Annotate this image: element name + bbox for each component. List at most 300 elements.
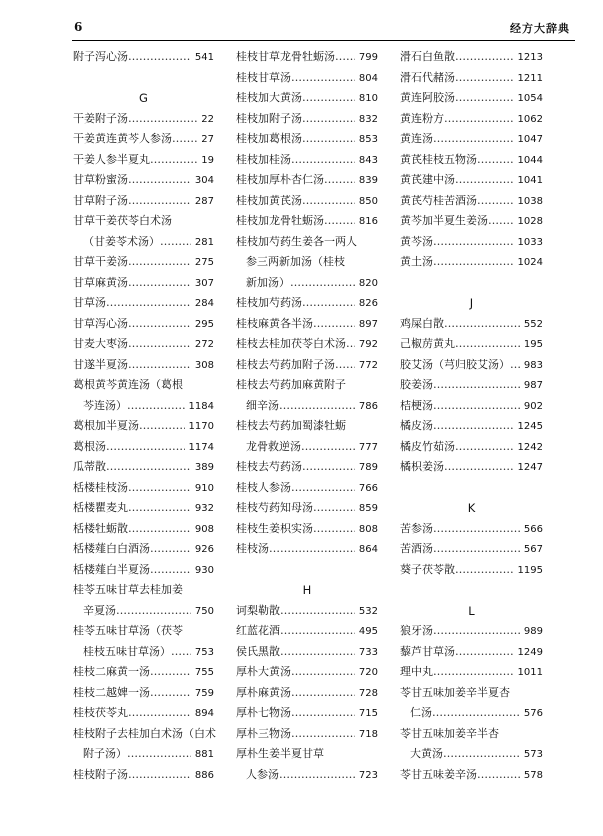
entry-page-number: 275 — [194, 257, 214, 268]
index-entry — [236, 519, 378, 540]
entry-name: 桂枝甘草龙骨牡蛎汤 — [236, 50, 335, 63]
entry-name: 厚朴七物汤 — [236, 706, 291, 719]
entry-name: 桂枝五味甘草汤） — [83, 644, 171, 658]
entry-name: 桂枝附子汤 — [73, 767, 128, 781]
leader-dots — [477, 765, 520, 786]
entry-page-number: 910 — [194, 482, 214, 494]
leader-dots — [128, 519, 191, 540]
leader-dots — [269, 539, 355, 560]
entry-name: 甘草泻心汤 — [73, 316, 128, 330]
entry-page-number: 789 — [358, 462, 378, 473]
index-entry — [73, 642, 214, 663]
entry-name: 厚朴三物汤 — [236, 726, 291, 740]
index-entry — [400, 170, 543, 191]
entry-name: 桂枝加附子汤 — [236, 111, 302, 125]
entry-name: 黄土汤 — [400, 255, 433, 268]
entry-name: 诃梨勒散 — [236, 603, 280, 617]
entry-page-number: 983 — [523, 359, 543, 371]
leader-dots — [433, 375, 520, 396]
index-entry — [400, 109, 543, 130]
entry-name: 黄连阿胶汤 — [400, 91, 455, 104]
entry-name: 橘皮汤 — [400, 419, 433, 432]
index-column-3 — [400, 47, 543, 785]
entry-name: 桂枝芍药知母汤 — [236, 501, 313, 514]
leader-dots — [324, 170, 355, 191]
entry-name: 葵子茯苓散 — [400, 562, 455, 576]
index-entry — [400, 457, 543, 478]
entry-page-number: 755 — [194, 667, 214, 678]
index-entry — [236, 437, 378, 458]
entry-name: 桂枝去桂加茯苓白术汤 — [236, 337, 346, 350]
leader-dots — [433, 519, 520, 540]
entry-page-number: 715 — [358, 708, 378, 719]
leader-dots — [291, 68, 355, 89]
entry-page-number: 839 — [358, 175, 378, 186]
section-letter-heading: L — [468, 603, 475, 618]
leader-dots — [280, 621, 355, 642]
index-entry — [236, 170, 378, 191]
entry-name: 桂枝生姜枳实汤 — [236, 521, 313, 535]
entry-page-number: 850 — [358, 195, 378, 207]
entry-page-number: 1184 — [188, 400, 214, 412]
entry-page-number: 272 — [194, 339, 214, 350]
entry-name: 桂枝加厚朴杏仁汤 — [236, 173, 324, 186]
leader-dots — [444, 457, 514, 478]
entry-name: 黄芩汤 — [400, 234, 433, 248]
index-entry — [73, 355, 214, 376]
index-entry — [236, 211, 378, 232]
entry-name-line: 苓甘五味加姜辛半杏 — [400, 726, 499, 740]
entry-page-number: 987 — [523, 380, 543, 391]
leader-dots — [160, 232, 191, 253]
leader-dots — [455, 68, 514, 89]
index-entry — [73, 765, 214, 786]
index-entry — [236, 314, 378, 335]
index-entry — [400, 539, 543, 560]
leader-dots — [444, 314, 520, 335]
entry-page-number: 886 — [194, 769, 214, 781]
entry-page-number: 1249 — [517, 646, 543, 658]
entry-page-number: 389 — [194, 462, 214, 473]
entry-name: 附子汤） — [83, 747, 127, 760]
leader-dots — [150, 560, 191, 581]
entry-name: 干姜附子汤 — [73, 111, 128, 125]
entry-name: 理中丸 — [400, 665, 433, 678]
entry-name: 苦酒汤 — [400, 542, 433, 555]
index-entry — [236, 68, 378, 89]
entry-page-number: 304 — [194, 175, 214, 186]
entry-page-number: 1054 — [517, 93, 543, 104]
leader-dots — [477, 191, 514, 212]
index-entry — [236, 191, 378, 212]
leader-dots — [106, 437, 185, 458]
leader-dots — [128, 498, 191, 519]
entry-page-number: 532 — [358, 605, 378, 617]
entry-page-number: 576 — [523, 708, 543, 719]
entry-page-number: 728 — [358, 687, 378, 699]
leader-dots — [455, 642, 514, 663]
entry-page-number: 1038 — [517, 195, 543, 207]
entry-name: （甘姜苓术汤） — [83, 234, 160, 248]
index-entry — [400, 519, 543, 540]
entry-name: 栝楼牡蛎散 — [73, 521, 128, 535]
entry-page-number: 578 — [523, 769, 543, 781]
index-entry — [400, 150, 543, 171]
entry-name: 桂枝加黄芪汤 — [236, 193, 302, 207]
entry-name: 芩连汤） — [83, 398, 127, 412]
entry-page-number: 1174 — [188, 441, 214, 453]
spacer — [73, 68, 214, 89]
leader-dots — [346, 334, 355, 355]
entry-name: 葛根汤 — [73, 439, 106, 453]
entry-page-number: 718 — [358, 728, 378, 740]
leader-dots — [291, 703, 355, 724]
entry-name: 葛根加半夏汤 — [73, 419, 139, 432]
page-header — [0, 0, 603, 36]
spacer — [400, 273, 543, 294]
leader-dots — [433, 539, 520, 560]
index-entry — [73, 293, 214, 314]
index-entry — [400, 211, 543, 232]
entry-page-number: 295 — [194, 318, 214, 330]
index-entry — [236, 457, 378, 478]
leader-dots — [313, 314, 355, 335]
index-entry — [400, 252, 543, 273]
leader-dots — [335, 47, 355, 68]
entry-name: 红蓝花酒 — [236, 624, 280, 637]
entry-page-number: 1033 — [517, 236, 543, 248]
entry-page-number: 932 — [194, 503, 214, 514]
entry-page-number: 1195 — [517, 564, 543, 576]
entry-name: 栝楼薤白半夏汤 — [73, 562, 150, 576]
entry-page-number: 281 — [194, 236, 214, 248]
entry-name: 厚朴麻黄汤 — [236, 685, 291, 699]
index-entry — [73, 170, 214, 191]
section-letter-heading: J — [469, 296, 474, 310]
entry-page-number: 766 — [358, 482, 378, 494]
index-entry — [236, 765, 378, 786]
entry-page-number: 894 — [194, 708, 214, 719]
leader-dots — [106, 457, 191, 478]
entry-name: 滑石代赭汤 — [400, 70, 455, 84]
index-entry — [73, 314, 214, 335]
leader-dots — [313, 498, 355, 519]
header-rule — [72, 40, 575, 41]
entry-name: 侯氏黑散 — [236, 644, 280, 658]
leader-dots — [302, 293, 355, 314]
entry-name: 辛夏汤 — [83, 603, 116, 617]
leader-dots — [455, 88, 514, 109]
entry-page-number: 816 — [358, 216, 378, 227]
index-entry — [73, 334, 214, 355]
entry-name: 黄芪芍桂苦酒汤 — [400, 193, 477, 207]
leader-dots — [302, 88, 355, 109]
leader-dots — [444, 109, 514, 130]
entry-name: 甘麦大枣汤 — [73, 337, 128, 350]
leader-dots — [128, 703, 191, 724]
spacer — [400, 580, 543, 601]
leader-dots — [139, 416, 185, 437]
entry-page-number: 552 — [523, 318, 543, 330]
entry-page-number: 733 — [358, 646, 378, 658]
index-entry — [73, 150, 214, 171]
index-entry — [400, 621, 543, 642]
entry-name: 胶姜汤 — [400, 378, 433, 391]
leader-dots — [128, 765, 191, 786]
entry-page-number: 1024 — [517, 257, 543, 268]
leader-dots — [280, 601, 355, 622]
index-entry — [400, 642, 543, 663]
entry-name: 橘枳姜汤 — [400, 460, 444, 473]
leader-dots — [455, 437, 514, 458]
index-entry — [400, 68, 543, 89]
index-entry — [236, 683, 378, 704]
entry-name: 附子泻心汤 — [73, 50, 128, 63]
entry-name: 甘草麻黄汤 — [73, 275, 128, 289]
entry-page-number: 1170 — [188, 421, 214, 432]
leader-dots — [302, 191, 355, 212]
section-letter-heading: G — [139, 91, 148, 105]
entry-page-number: 1041 — [517, 175, 543, 186]
entry-page-number: 759 — [194, 687, 214, 699]
leader-dots — [313, 519, 355, 540]
entry-page-number: 541 — [194, 52, 214, 63]
entry-name: 甘草附子汤 — [73, 193, 128, 207]
index-entry — [73, 519, 214, 540]
entry-page-number: 753 — [194, 646, 214, 658]
entry-name: 桂枝去芍药汤 — [236, 460, 302, 473]
entry-name: 干姜黄连黄芩人参汤 — [73, 132, 172, 145]
index-entry — [73, 703, 214, 724]
entry-page-number: 720 — [358, 667, 378, 678]
index-entry — [400, 396, 543, 417]
entry-name: 栝楼桂枝汤 — [73, 480, 128, 494]
entry-name: 桂枝去芍药加附子汤 — [236, 357, 335, 371]
entry-name: 桂枝二麻黄一汤 — [73, 665, 150, 678]
index-entry — [400, 129, 543, 150]
entry-page-number: 1247 — [517, 462, 543, 473]
index-entry — [73, 416, 214, 437]
leader-dots — [171, 642, 191, 663]
entry-name: 甘草汤 — [73, 296, 106, 309]
leader-dots — [128, 252, 191, 273]
index-entry — [400, 437, 543, 458]
entry-name-line: 甘草干姜茯苓白术汤 — [73, 214, 172, 227]
entry-page-number: 19 — [201, 154, 214, 166]
leader-dots — [128, 191, 191, 212]
index-entry — [400, 191, 543, 212]
leader-dots — [443, 744, 520, 765]
entry-name: 瓜蒂散 — [73, 460, 106, 473]
entry-name: 桂枝加葛根汤 — [236, 132, 302, 145]
leader-dots — [488, 211, 514, 232]
index-entry — [73, 457, 214, 478]
entry-page-number: 1213 — [517, 52, 543, 63]
entry-name: 桂枝甘草汤 — [236, 70, 291, 84]
index-entry — [236, 293, 378, 314]
entry-page-number: 908 — [194, 523, 214, 535]
index-entry — [236, 498, 378, 519]
index-entry — [73, 478, 214, 499]
index-entry — [73, 47, 214, 68]
entry-name: 细辛汤 — [246, 398, 279, 412]
index-entry — [73, 109, 214, 130]
leader-dots — [433, 662, 514, 683]
entry-name: 人参汤 — [246, 767, 279, 781]
entry-page-number: 859 — [358, 503, 378, 514]
leader-dots — [128, 109, 197, 130]
entry-name: 藜芦甘草汤 — [400, 644, 455, 658]
leader-dots — [302, 457, 355, 478]
entry-page-number: 804 — [358, 72, 378, 84]
index-entry — [236, 129, 378, 150]
entry-page-number: 287 — [194, 195, 214, 207]
index-entry — [236, 109, 378, 130]
entry-page-number: 573 — [523, 749, 543, 760]
entry-page-number: 1047 — [517, 134, 543, 145]
index-entry — [400, 662, 543, 683]
entry-name-line: 桂苓五味甘草去桂加姜 — [73, 583, 183, 596]
entry-page-number: 22 — [201, 113, 214, 125]
entry-page-number: 792 — [358, 339, 378, 350]
index-entry — [236, 88, 378, 109]
entry-page-number: 843 — [358, 154, 378, 166]
page-number: 6 — [74, 20, 83, 34]
entry-page-number: 902 — [523, 400, 543, 412]
leader-dots — [510, 355, 520, 376]
leader-dots — [150, 150, 197, 171]
entry-name: 己椒苈黄丸 — [400, 337, 455, 350]
leader-dots — [455, 334, 520, 355]
index-entry — [73, 683, 214, 704]
leader-dots — [433, 621, 520, 642]
index-entry — [236, 273, 378, 294]
index-entry — [400, 744, 543, 765]
index-column-2 — [236, 47, 378, 785]
entry-name-line: 葛根黄芩黄连汤（葛根 — [73, 378, 183, 391]
index-entry — [400, 765, 543, 786]
index-entry — [236, 478, 378, 499]
leader-dots — [455, 47, 514, 68]
entry-name: 桂枝麻黄各半汤 — [236, 316, 313, 330]
entry-name: 桂枝加芍药汤 — [236, 296, 302, 309]
entry-page-number: 1245 — [517, 421, 543, 432]
entry-name: 黄芪桂枝五物汤 — [400, 152, 477, 166]
entry-page-number: 881 — [194, 749, 214, 760]
entry-page-number: 820 — [358, 277, 378, 289]
section-letter-heading: H — [302, 583, 312, 597]
entry-name: 大黄汤 — [410, 747, 443, 760]
leader-dots — [477, 150, 514, 171]
index-entry — [236, 601, 378, 622]
entry-page-number: 566 — [523, 523, 543, 535]
entry-name: 甘草粉蜜汤 — [73, 173, 128, 186]
entry-page-number: 1062 — [517, 113, 543, 125]
leader-dots — [291, 478, 355, 499]
index-entry — [73, 539, 214, 560]
entry-page-number: 1028 — [517, 216, 543, 227]
index-entry — [400, 314, 543, 335]
entry-page-number: 1011 — [517, 667, 543, 678]
entry-page-number: 930 — [194, 564, 214, 576]
index-entry — [236, 724, 378, 745]
leader-dots — [150, 683, 191, 704]
index-entry — [236, 621, 378, 642]
entry-page-number: 926 — [194, 544, 214, 555]
entry-page-number: 567 — [523, 544, 543, 555]
leader-dots — [106, 293, 191, 314]
leader-dots — [128, 170, 191, 191]
index-entry — [73, 560, 214, 581]
entry-name: 新加汤） — [246, 275, 290, 289]
leader-dots — [433, 416, 514, 437]
entry-page-number: 307 — [194, 277, 214, 289]
entry-page-number: 897 — [358, 318, 378, 330]
leader-dots — [302, 129, 355, 150]
entry-page-number: 989 — [523, 626, 543, 637]
index-entry — [73, 396, 214, 417]
leader-dots — [128, 478, 191, 499]
index-entry — [73, 191, 214, 212]
entry-page-number: 786 — [358, 400, 378, 412]
index-entry — [236, 150, 378, 171]
index-entry — [73, 744, 214, 765]
index-entry — [400, 375, 543, 396]
index-entry — [400, 232, 543, 253]
index-entry — [73, 273, 214, 294]
index-entry — [236, 334, 378, 355]
entry-page-number: 832 — [358, 113, 378, 125]
entry-page-number: 750 — [194, 605, 214, 617]
index-entry — [236, 662, 378, 683]
leader-dots — [150, 539, 191, 560]
entry-name: 苦参汤 — [400, 521, 433, 535]
entry-page-number: 308 — [194, 359, 214, 371]
entry-page-number: 495 — [358, 626, 378, 637]
leader-dots — [291, 683, 355, 704]
running-title: 经方大辞典 — [510, 22, 570, 35]
index-entry — [73, 662, 214, 683]
index-entry — [73, 232, 214, 253]
entry-page-number: 826 — [358, 298, 378, 309]
leader-dots — [291, 150, 355, 171]
index-entry — [236, 642, 378, 663]
entry-page-number: 1242 — [517, 441, 543, 453]
leader-dots — [291, 662, 355, 683]
index-entry — [73, 129, 214, 150]
entry-name: 苓甘五味姜辛汤 — [400, 767, 477, 781]
leader-dots — [433, 396, 520, 417]
entry-name: 黄芩加半夏生姜汤 — [400, 214, 488, 227]
index-entry — [236, 539, 378, 560]
entry-name: 狼牙汤 — [400, 624, 433, 637]
index-column-1 — [73, 47, 214, 785]
entry-page-number: 772 — [358, 359, 378, 371]
entry-page-number: 777 — [358, 441, 378, 453]
leader-dots — [433, 129, 514, 150]
leader-dots — [128, 314, 191, 335]
entry-name-line: 桂枝加芍药生姜各一两人 — [236, 234, 357, 248]
index-entry — [236, 396, 378, 417]
entry-name: 滑石白鱼散 — [400, 50, 455, 63]
index-entry — [236, 703, 378, 724]
index-entry — [400, 416, 543, 437]
entry-page-number: 799 — [358, 52, 378, 63]
leader-dots — [455, 170, 514, 191]
entry-name-line: 桂枝去芍药加麻黄附子 — [236, 378, 346, 391]
entry-name: 甘草干姜汤 — [73, 255, 128, 268]
entry-name: 黄连汤 — [400, 132, 433, 145]
